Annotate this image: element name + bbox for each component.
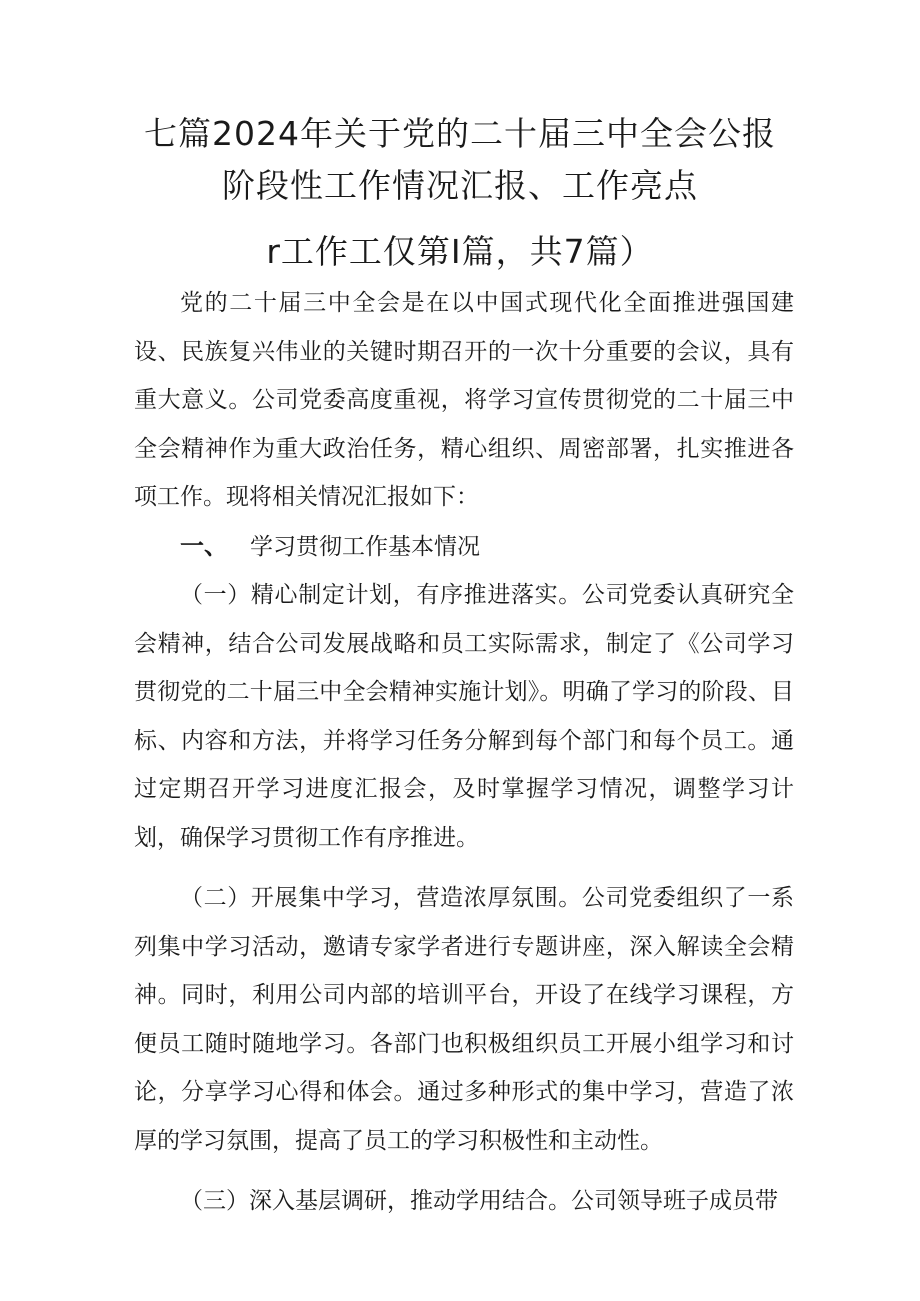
paragraph-3: （三）深入基层调研，推动学用结合。公司领导班子成员带 xyxy=(180,1188,778,1214)
section-heading-1 xyxy=(134,522,794,572)
intro-paragraph: 党的二十届三中全会是在以中国式现代化全面推进强国建设、民族复兴伟业的关键时期召开的一次十分重要的会议，具有重大意义。公司党委高度重视，将学习宣传贯彻党的二十届三中全会精神作为重大政治任务，精心组织、周密部署，扎实推进各项工作。现将相关情况汇报如下： xyxy=(134,290,794,510)
paragraph-2: （二）开展集中学习，营造浓厚氛围。公司党委组织了一系列集中学习活动，邀请专家学者进行专题讲座，深入解读全会精神。同时，利用公司内部的培训平台，开设了在线学习课程，方便员工随时随地学习。各部门也积极组织员工开展小组学习和讨论，分享学习心得和体会。通过多种形式的集中学习，营造了浓厚的学习氛围，提高了员工的学习积极性和主动性。 xyxy=(134,885,794,1154)
section-title: 学习贯彻工作基本情况 xyxy=(250,533,480,560)
title-line-3: r工作工仅第I篇，共7篇） xyxy=(266,232,654,271)
title-line-2: 阶段性工作情况汇报、工作亮点 xyxy=(222,166,698,205)
title-line-1: 七篇2024年关于党的二十届三中全会公报 xyxy=(144,114,776,153)
document-body xyxy=(134,279,794,1226)
section-number: 一、 xyxy=(180,531,228,560)
paragraph-1: （一）精心制定计划，有序推进落实。公司党委认真研究全会精神，结合公司发展战略和员工实际需求，制定了《公司学习贯彻党的二十届三中全会精神实施计划》。明确了学习的阶段、目标、内容和方法，并将学习任务分解到每个部门和每个员工。通过定期召开学习进度汇报会，及时掌握学习情况，调整学习计划，确保学习贯彻工作有序推进。 xyxy=(134,582,794,851)
